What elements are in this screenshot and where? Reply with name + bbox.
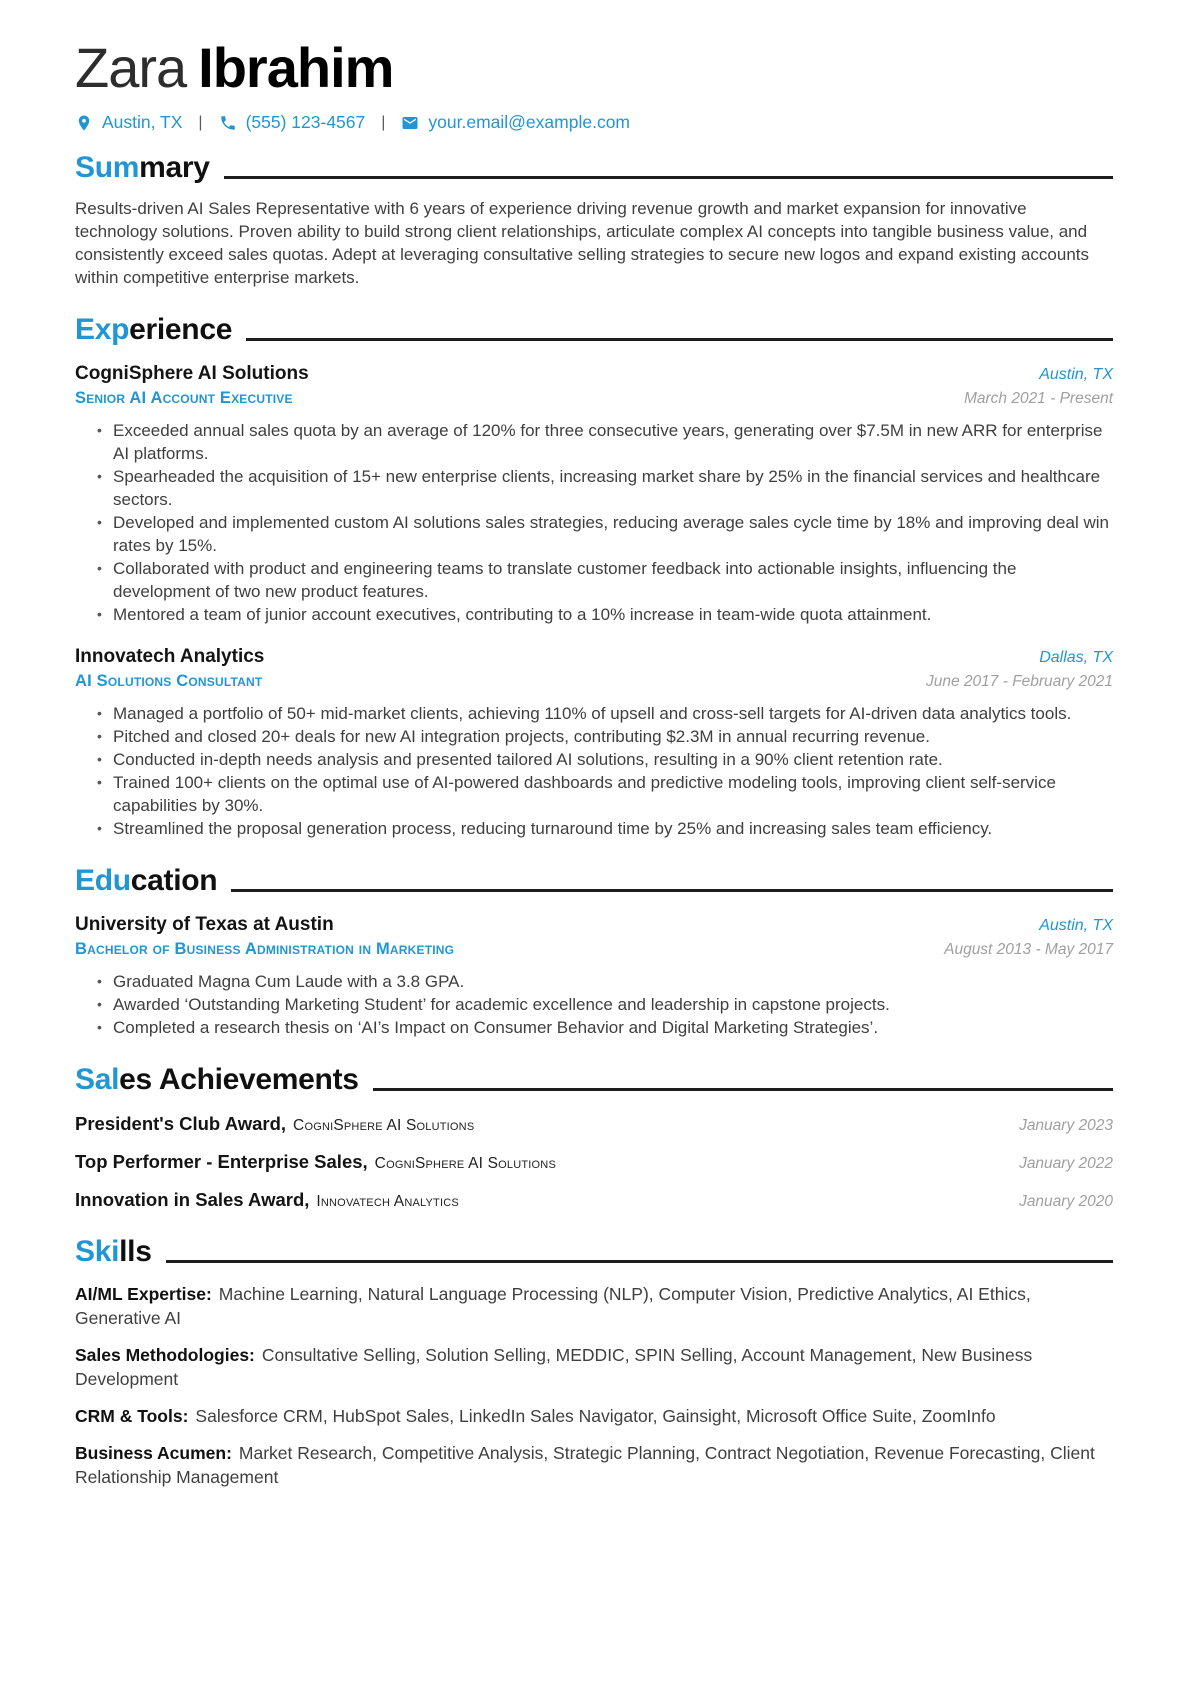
- skill-row: [75, 1404, 1113, 1428]
- school-subheader-row: [75, 940, 1113, 959]
- job-bullet: • Collaborated with product and engineering teams to translate customer feedback into actionable insights, influencing the development of two new product features.: [97, 557, 1113, 603]
- degree-title: Bachelor of Business Administration in Marketing: [75, 940, 455, 958]
- education-heading: [75, 864, 1113, 898]
- section-summary: [75, 151, 1113, 289]
- contact-email[interactable]: [401, 112, 630, 133]
- job-entry: [75, 646, 1113, 840]
- heading-accent: Edu: [75, 864, 131, 897]
- company-name: Innovatech Analytics: [75, 646, 265, 667]
- job-location: Austin, TX: [1039, 366, 1113, 383]
- contact-phone: [219, 112, 366, 133]
- section-experience: [75, 313, 1113, 840]
- school-bullet: • Completed a research thesis on ‘AI’s Impact on Consumer Behavior and Digital Marketing Strategies’.: [97, 1016, 1113, 1039]
- achievement-date: January 2020: [1019, 1193, 1113, 1210]
- contact-row: [75, 112, 1113, 133]
- achievement-org: Innovatech Analytics: [316, 1193, 459, 1210]
- phone-text: (555) 123-4567: [245, 112, 366, 132]
- skill-values: Market Research, Competitive Analysis, Strategic Planning, Contract Negotiation, Revenue Forecasting, Client Relationship Management: [75, 1443, 1095, 1487]
- job-entry: [75, 363, 1113, 626]
- skill-values: Salesforce CRM, HubSpot Sales, LinkedIn Sales Navigator, Gainsight, Microsoft Office Suite, ZoomInfo: [195, 1406, 996, 1426]
- skill-row: [75, 1343, 1113, 1391]
- skill-category-label: Sales Methodologies:: [75, 1345, 255, 1365]
- skill-category-label: Business Acumen:: [75, 1443, 232, 1463]
- section-achievements: [75, 1063, 1113, 1211]
- achievement-date: January 2023: [1019, 1117, 1113, 1134]
- job-header-row: [75, 363, 1113, 385]
- contact-separator: |: [381, 113, 386, 131]
- section-education: [75, 864, 1113, 1039]
- achievement-row: [75, 1113, 1113, 1135]
- job-title: AI Solutions Consultant: [75, 672, 263, 690]
- achievement-org: CogniSphere AI Solutions: [293, 1117, 475, 1134]
- job-subheader-row: [75, 389, 1113, 408]
- envelope-icon: [401, 114, 419, 132]
- school-name: University of Texas at Austin: [75, 914, 334, 935]
- summary-heading: [75, 151, 1113, 185]
- company-name: CogniSphere AI Solutions: [75, 363, 309, 384]
- skill-values: Machine Learning, Natural Language Processing (NLP), Computer Vision, Predictive Analytics, AI Ethics, Generative AI: [75, 1284, 1031, 1328]
- phone-icon: [219, 114, 237, 132]
- job-bullet: • Trained 100+ clients on the optimal use of AI-powered dashboards and predictive modeling tools, improving client self-service capabilities by 30%.: [97, 771, 1113, 817]
- school-dates: August 2013 - May 2017: [944, 941, 1113, 958]
- heading-rule: [373, 1088, 1113, 1091]
- achievement-left: [75, 1113, 474, 1135]
- school-location: Austin, TX: [1039, 917, 1113, 934]
- achievement-separator: ,: [362, 1151, 368, 1172]
- achievement-separator: ,: [280, 1113, 287, 1134]
- contact-location: [75, 112, 182, 133]
- skills-heading: [75, 1235, 1113, 1269]
- email-text[interactable]: your.email@example.com: [428, 112, 630, 132]
- achievement-row: [75, 1151, 1113, 1173]
- achievement-title: President's Club Award: [75, 1113, 281, 1134]
- experience-heading: [75, 313, 1113, 347]
- achievement-date: January 2022: [1019, 1155, 1113, 1172]
- heading-rest: es Achievements: [119, 1063, 359, 1096]
- job-header-row: [75, 646, 1113, 668]
- job-bullet: • Managed a portfolio of 50+ mid-market clients, achieving 110% of upsell and cross-sell targets for AI-driven data analytics tools.: [97, 702, 1113, 725]
- job-bullet: • Pitched and closed 20+ deals for new AI integration projects, contributing $2.3M in annual recurring revenue.: [97, 725, 1113, 748]
- section-skills: [75, 1235, 1113, 1489]
- skill-values: Consultative Selling, Solution Selling, MEDDIC, SPIN Selling, Account Management, New Business Development: [75, 1345, 1033, 1389]
- heading-rule: [246, 338, 1113, 341]
- school-bullet-list: [75, 970, 1113, 1039]
- achievement-org: CogniSphere AI Solutions: [374, 1155, 556, 1172]
- summary-text: Results-driven AI Sales Representative with 6 years of experience driving revenue growth and market expansion for innovative technology solutions. Proven ability to build strong client relationships, articulate complex AI concepts into tangible business value, and consistently exceed sales quotas. Adept at leveraging consultative selling strategies to secure new logos and expand existing accounts within competitive enterprise markets.: [75, 199, 1090, 287]
- school-entry: [75, 914, 1113, 1039]
- heading-accent: Sal: [75, 1063, 120, 1096]
- achievement-left: [75, 1151, 556, 1173]
- job-bullet: • Spearheaded the acquisition of 15+ new enterprise clients, increasing market share by 25% in the financial services and healthcare sectors.: [97, 465, 1113, 511]
- header: [75, 38, 1113, 133]
- job-dates: March 2021 - Present: [963, 390, 1113, 407]
- last-name: Ibrahim: [198, 36, 394, 99]
- job-bullet: • Conducted in-depth needs analysis and presented tailored AI solutions, resulting in a 90% client retention rate.: [97, 748, 1113, 771]
- achievements-heading: [75, 1063, 1113, 1097]
- skill-row: [75, 1282, 1113, 1330]
- achievement-left: [75, 1189, 459, 1211]
- achievement-row: [75, 1189, 1113, 1211]
- job-title: Senior AI Account Executive: [75, 389, 293, 407]
- skill-category-label: AI/ML Expertise:: [75, 1284, 212, 1304]
- heading-rest: cation: [130, 864, 218, 897]
- achievement-separator: ,: [304, 1189, 310, 1210]
- job-bullet: • Exceeded annual sales quota by an average of 120% for three consecutive years, generating over $7.5M in new ARR for enterprise AI platforms.: [97, 419, 1113, 465]
- achievement-title: Innovation in Sales Award: [75, 1189, 305, 1210]
- heading-accent: Ski: [75, 1235, 120, 1268]
- heading-accent: Exp: [75, 313, 130, 346]
- skill-category-label: CRM & Tools:: [75, 1406, 189, 1426]
- heading-rule: [166, 1260, 1113, 1263]
- achievement-title: Top Performer - Enterprise Sales: [75, 1151, 363, 1172]
- skill-row: [75, 1441, 1113, 1489]
- location-text: Austin, TX: [102, 112, 183, 132]
- job-bullet-list: [75, 419, 1113, 626]
- job-location: Dallas, TX: [1039, 649, 1113, 666]
- heading-rest: lls: [119, 1235, 152, 1268]
- job-subheader-row: [75, 672, 1113, 691]
- job-bullet: • Streamlined the proposal generation process, reducing turnaround time by 25% and increasing sales team efficiency.: [97, 817, 1113, 840]
- heading-rule: [231, 889, 1113, 892]
- school-bullet: • Graduated Magna Cum Laude with a 3.8 GPA.: [97, 970, 1113, 993]
- job-dates: June 2017 - February 2021: [926, 673, 1113, 690]
- heading-rest: mary: [139, 151, 210, 184]
- heading-rule: [224, 176, 1113, 179]
- heading-accent: Sum: [75, 151, 140, 184]
- location-pin-icon: [75, 114, 93, 132]
- school-bullet: • Awarded ‘Outstanding Marketing Student’ for academic excellence and leadership in capstone projects.: [97, 993, 1113, 1016]
- job-bullet: • Developed and implemented custom AI solutions sales strategies, reducing average sales cycle time by 18% and improving deal win rates by 15%.: [97, 511, 1113, 557]
- job-bullet: • Mentored a team of junior account executives, contributing to a 10% increase in team-wide quota attainment.: [97, 603, 1113, 626]
- heading-rest: erience: [129, 313, 233, 346]
- school-header-row: [75, 914, 1113, 936]
- first-name: Zara: [75, 36, 187, 99]
- job-bullet-list: [75, 702, 1113, 840]
- contact-separator: |: [198, 113, 203, 131]
- candidate-name: [75, 38, 1113, 98]
